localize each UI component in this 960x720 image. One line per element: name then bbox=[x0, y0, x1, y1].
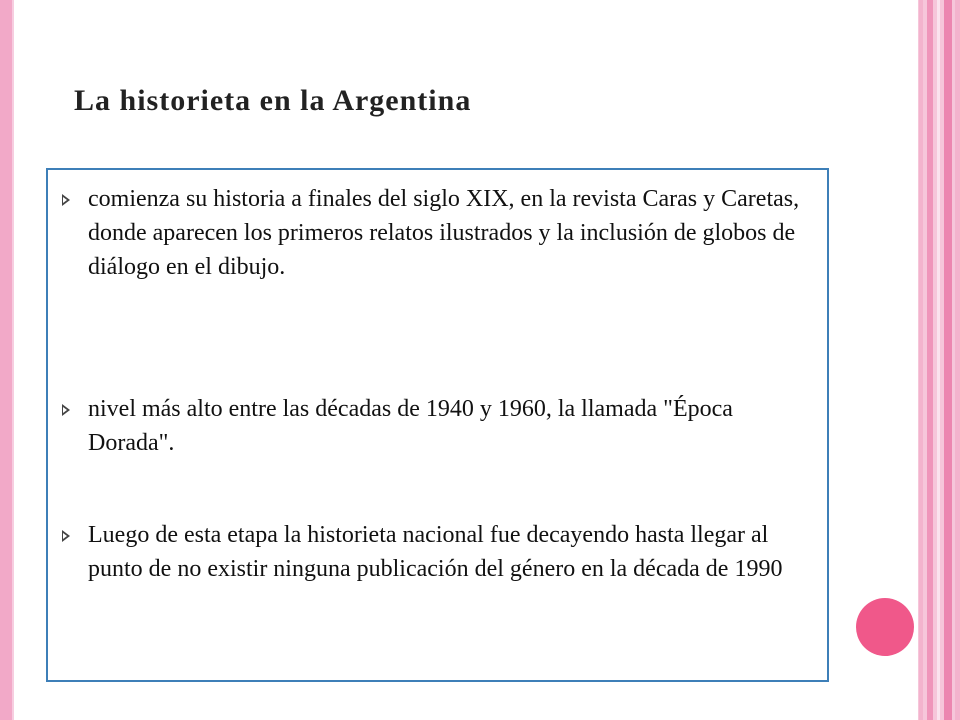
bullet-text: Luego de esta etapa la historieta nacional fue decayendo hasta llegar al punto de no existir ninguna publicación del género en la década de 1990 bbox=[88, 522, 783, 582]
decorative-stripe bbox=[937, 0, 940, 720]
bullet-item bbox=[62, 518, 802, 586]
bullet-item bbox=[62, 182, 802, 284]
decorative-stripe bbox=[919, 0, 923, 720]
left-decorative-border bbox=[0, 0, 14, 720]
arrow-right-icon bbox=[62, 404, 70, 416]
decorative-circle bbox=[856, 598, 914, 656]
content-box bbox=[46, 168, 829, 682]
arrow-right-icon bbox=[62, 530, 70, 542]
arrow-right-icon bbox=[62, 194, 70, 206]
slide-title: La historieta en la Argentina bbox=[74, 84, 472, 117]
bullet-item bbox=[62, 392, 802, 460]
decorative-stripe bbox=[927, 0, 933, 720]
bullet-text: nivel más alto entre las décadas de 1940 y 1960, la llamada "Época Dorada". bbox=[88, 396, 733, 456]
decorative-stripe bbox=[955, 0, 960, 720]
decorative-stripe bbox=[944, 0, 952, 720]
bullet-text: comienza su historia a finales del siglo XIX, en la revista Caras y Caretas, donde aparecen los primeros relatos ilustrados y la inclusión de globos de diálogo en el dibujo. bbox=[88, 186, 800, 280]
